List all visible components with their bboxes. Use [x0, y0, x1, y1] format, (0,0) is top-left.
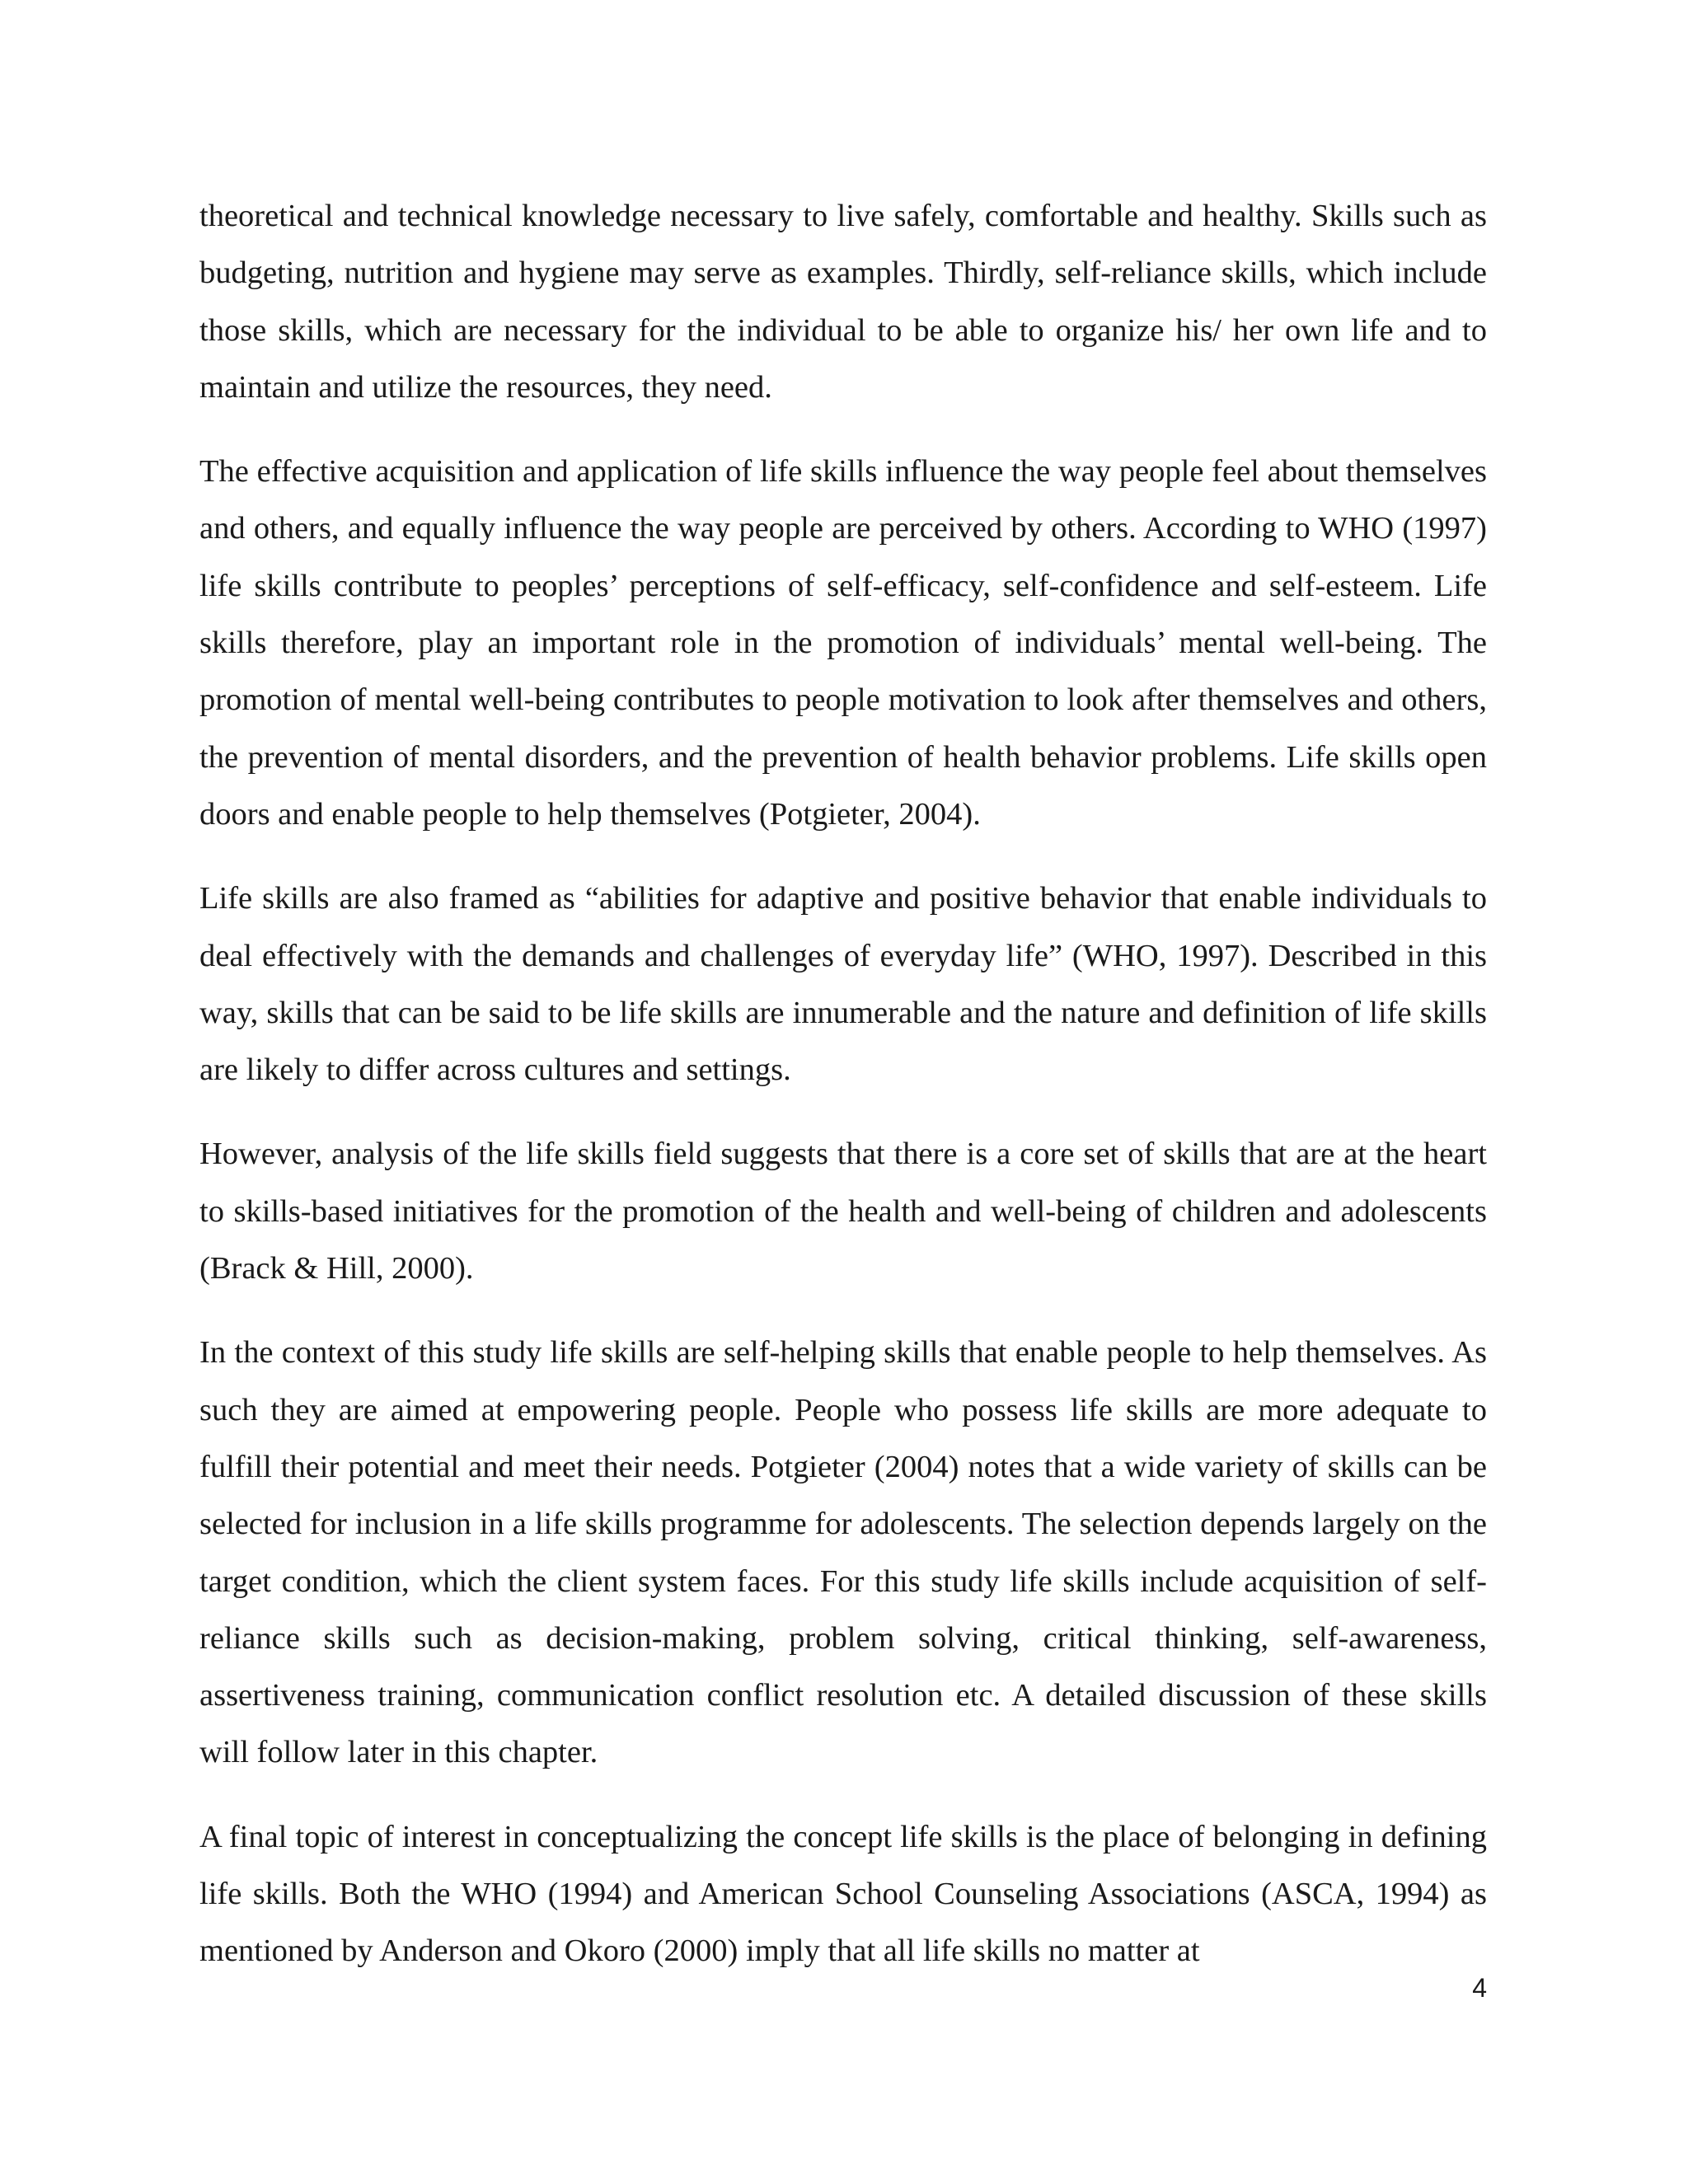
paragraph-3: Life skills are also framed as “abilities for adaptive and positive behavior that enable individuals to deal effectively with the demands and challenges of everyday life” (WHO, 1997). Described in this way, skills that can be said to be life skills are innumerable and the nature and definition of life skills are likely to differ across cultures and settings. [199, 881, 1487, 1088]
paragraph-2: The effective acquisition and application of life skills influence the way people feel about themselves and others, and equally influence the way people are perceived by others. According to WHO (1997) life skills contribute to peoples’ perceptions of self-efficacy, self-confidence and self-esteem. Life skills therefore, play an important role in the promotion of individuals’ mental well-being. The promotion of mental well-being contributes to people motivation to look after themselves and others, the prevention of mental disorders, and the prevention of health behavior problems. Life skills open doors and enable people to help themselves (Potgieter, 2004). [199, 454, 1487, 832]
paragraph-6: A final topic of interest in conceptualizing the concept life skills is the place of belonging in defining life skills. Both the WHO (1994) and American School Counseling Associations (ASCA, 1994) as mentioned by Anderson and Okoro (2000) imply that all life skills no matter at [199, 1819, 1487, 1969]
body-text [199, 188, 1487, 2008]
page-number: 4 [1472, 1973, 1487, 2003]
paragraph-4: However, analysis of the life skills field suggests that there is a core set of skills that are at the heart to skills-based initiatives for the promotion of the health and well-being of children and adolescents (Brack & Hill, 2000). [199, 1137, 1487, 1286]
paragraph-5: In the context of this study life skills are self-helping skills that enable people to help themselves. As such they are aimed at empowering people. People who possess life skills are more adequate to fulfill their potential and meet their needs. Potgieter (2004) notes that a wide variety of skills can be selected for inclusion in a life skills programme for adolescents. The selection depends largely on the target condition, which the client system faces. For this study life skills include acquisition of self-reliance skills such as decision-making, problem solving, critical thinking, self-awareness, assertiveness training, communication conflict resolution etc. A detailed discussion of these skills will follow later in this chapter. [199, 1335, 1487, 1770]
paragraph-1: theoretical and technical knowledge necessary to live safely, comfortable and healthy. Skills such as budgeting, nutrition and hygiene may serve as examples. Thirdly, self-reliance skills, which include those skills, which are necessary for the individual to be able to organize his/ her own life and to maintain and utilize the resources, they need. [199, 199, 1487, 405]
